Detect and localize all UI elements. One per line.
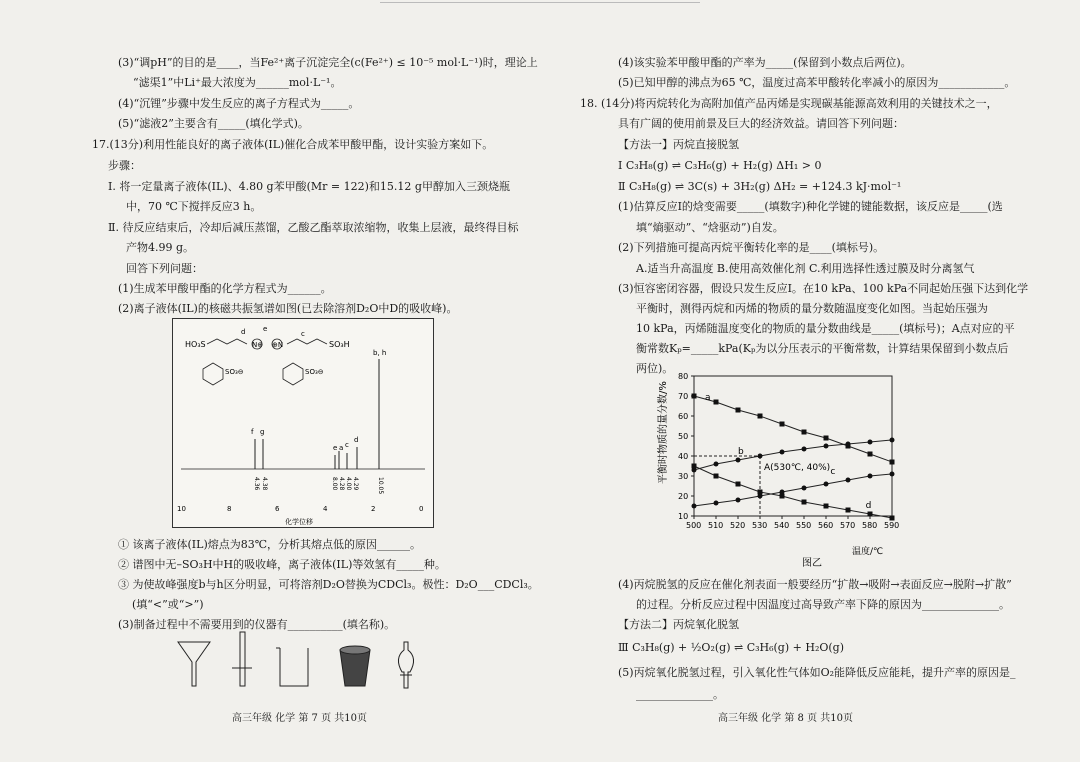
crucible-icon (340, 646, 370, 686)
point-a (890, 460, 895, 465)
peak-label-d: d (354, 436, 359, 444)
n-plus-1: N⊕ (252, 341, 264, 349)
equilibrium-chart (652, 364, 902, 569)
p4-line2: 的过程。分析反应过程中因温度过高导致产率下降的原因为______________。 (636, 598, 1010, 611)
series-line-a (694, 396, 892, 462)
right-page (540, 0, 1080, 762)
point-d (736, 498, 741, 503)
point-b (714, 462, 719, 467)
burette-icon (232, 632, 252, 686)
point-d (846, 478, 851, 483)
equation-2: Ⅱ C₃H₈(g) ⇌ 3C(s) + 3H₂(g) ΔH₂ = +124.3 kJ·mol⁻¹ (618, 180, 902, 193)
integral-6: 4.29 (352, 477, 359, 491)
x-tick-label: 560 (818, 521, 834, 530)
series-label-b: b (738, 447, 744, 457)
benzene-ring-1 (203, 363, 223, 385)
apparatus-row (170, 628, 440, 694)
x-tick-label: 590 (884, 521, 900, 530)
point-d (714, 501, 719, 506)
x-tick-label: 510 (708, 521, 724, 530)
x-tick-label: 530 (752, 521, 768, 530)
y-tick-label: 20 (678, 492, 689, 501)
p1-line2: 填“熵驱动”、“焓驱动”)自发。 (636, 221, 784, 234)
peak-label-g: g (260, 428, 265, 436)
label-d-struct: d (241, 328, 246, 336)
sub-c2: ② 谱图中无–SO₃H中H的吸收峰，离子液体(IL)等效氢有_____种。 (118, 558, 446, 571)
y-tick-label: 30 (678, 472, 689, 481)
sub-q2: (2)离子液体(IL)的核磁共振氢谱如图(已去除溶剂D₂O中D的吸收峰)。 (118, 302, 458, 315)
equation-3: Ⅲ C₃H₈(g) + ½O₂(g) ⇌ C₃H₆(g) + H₂O(g) (618, 641, 844, 654)
peak-label-a: a (339, 444, 344, 452)
point-d (868, 474, 873, 479)
p3-line3: 10 kPa，丙烯随温度变化的物质的量分数曲线是_____(填标号)；A点对应的平 (636, 322, 1015, 335)
struct-right-group: SO₃H (329, 340, 350, 349)
q4-text: (4)“沉锂”步骤中发生反应的离子方程式为_____。 (118, 97, 360, 110)
point-a (824, 436, 829, 441)
q18-line1: 18. (14分)将丙烷转化为高附加值产品丙烯是实现碳基能源高效利用的关键技术之一， (580, 97, 998, 110)
series-label-d: d (865, 501, 872, 511)
left-footer: 高三年级 化学 第 7 页 共10页 (232, 713, 367, 724)
label-c-struct: c (301, 330, 305, 338)
point-a (868, 452, 873, 457)
step1-line1: Ⅰ. 将一定量离子液体(IL)、4.80 g苯甲酸(Mr = 122)和15.12 g甲醇加入三颈烧瓶 (108, 180, 510, 193)
q5-text: (5)“滤液2”主要含有_____(填化学式)。 (118, 117, 309, 130)
y-tick-label: 70 (678, 392, 689, 401)
p1-line1: (1)估算反应Ⅰ的焓变需要_____(填数字)种化学键的键能数据，该反应是_____(选 (618, 200, 1003, 213)
integral-4: 4.28 (338, 477, 345, 491)
point-b (780, 450, 785, 455)
step1-line2: 中，70 ℃下搅拌反应3 h。 (126, 200, 262, 213)
integral-2: 4.38 (261, 477, 268, 491)
point-c (890, 516, 895, 521)
point-a (802, 430, 807, 435)
x-tick-label: 570 (840, 521, 856, 530)
chart-frame (694, 376, 892, 516)
point-b (758, 454, 763, 459)
nmr-tick-0: 0 (419, 505, 424, 513)
anion-1: SO₃⊖ (225, 368, 244, 376)
point-d (780, 490, 785, 495)
sub-c3: ③ 为使故峰强度b与h区分明显，可将溶剂D₂O替换为CDCl₃。极性：D₂O___CDCl₃。 (118, 578, 539, 591)
chart-xlabel: 温度/℃ (852, 547, 884, 557)
point-a (758, 414, 763, 419)
p4-line1: (4)丙烷脱氢的反应在催化剂表面一般要经历“扩散→吸附→表面反应→脱附→扩散” (618, 578, 1012, 591)
sub-q1: (1)生成苯甲酸甲酯的化学方程式为______。 (118, 282, 332, 295)
q17-title: 17.(13分)利用性能良好的离子液体(IL)催化合成苯甲酸甲酯，设计实验方案如下。 (92, 138, 494, 151)
nmr-tick-2: 2 (371, 505, 376, 513)
point-a (736, 408, 741, 413)
y-tick-label: 40 (678, 452, 689, 461)
equation-1: Ⅰ C₃H₈(g) ⇌ C₃H₆(g) + H₂(g) ΔH₁ > 0 (618, 159, 822, 172)
series-label-c: c (830, 467, 836, 477)
point-d (824, 482, 829, 487)
series-label-a: a (705, 393, 711, 403)
peak-label-f: f (251, 428, 254, 436)
point-b (846, 442, 851, 447)
y-tick-label: 50 (678, 432, 689, 441)
x-tick-label: 540 (774, 521, 790, 530)
point-c (868, 512, 873, 517)
anion-2: SO₃⊖ (305, 368, 324, 376)
point-c (846, 508, 851, 513)
y-tick-label: 80 (678, 372, 689, 381)
point-b (868, 440, 873, 445)
point-c (824, 504, 829, 509)
separatory-funnel-icon (398, 642, 413, 688)
struct-left-group: HO₃S (185, 340, 206, 349)
q3-line2: “滤渠1”中Li⁺最大浓度为______mol·L⁻¹。 (133, 76, 342, 89)
peak-label-e: e (333, 444, 338, 452)
chart-annotation-a: A(530℃, 40%) (764, 463, 831, 473)
point-b (802, 447, 807, 452)
nmr-tick-10: 10 (177, 505, 186, 513)
point-d (692, 504, 697, 509)
chart-ylabel: 平衡时物质的量分数/% (658, 381, 669, 484)
point-c (802, 500, 807, 505)
x-tick-label: 550 (796, 521, 812, 530)
integral-5: 4.00 (345, 477, 352, 491)
funnel-icon (178, 642, 210, 686)
step2-line2: 产物4.99 g。 (126, 241, 195, 254)
point-c (736, 482, 741, 487)
p3-line4: 衡常数Kₚ=_____kPa(Kₚ为以分压表示的平衡常数，计算结果保留到小数点后 (636, 342, 1009, 355)
sub-q3: (3)制备过程中不需要用到的仪器有__________(填名称)。 (118, 618, 396, 631)
p3-line5: 两位)。 (636, 362, 674, 375)
peak-label-c: c (345, 441, 349, 449)
point-c (714, 474, 719, 479)
nmr-xlabel: 化学位移 (285, 518, 313, 526)
sub-c3-hint: (填“<”或“>”) (132, 598, 204, 611)
q18-line2: 具有广阔的使用前景及巨大的经济效益。请回答下列问题： (618, 117, 904, 130)
point-b (736, 458, 741, 463)
alkyl-chain-right (287, 339, 327, 344)
point-b (890, 438, 895, 443)
nmr-spectrum (173, 319, 433, 527)
nmr-figure (172, 318, 434, 528)
sub-c1: ① 该离子液体(IL)熔点为83℃，分析其熔点低的原因______。 (118, 538, 422, 551)
point-d (802, 486, 807, 491)
series-line-c (694, 466, 892, 518)
p3-line2: 平衡时，测得丙烷和丙烯的物质的量分数随温度变化如图。当起始压强为 (636, 302, 988, 315)
nmr-tick-6: 6 (275, 505, 280, 513)
nmr-tick-4: 4 (323, 505, 328, 513)
p3-line1: (3)恒容密闭容器，假设只发生反应Ⅰ。在10 kPa、100 kPa不同起始压强下达到化学 (618, 282, 1029, 295)
n-plus-2: ⊕N (272, 341, 284, 349)
point-c (692, 464, 697, 469)
point-b (824, 444, 829, 449)
label-e-struct: e (263, 325, 268, 333)
answer-prompt: 回答下列问题： (126, 262, 203, 275)
integral-3: 8.00 (331, 477, 338, 491)
figure-caption: 图乙 (802, 558, 822, 569)
x-tick-label: 520 (730, 521, 746, 530)
peak-label-bh: b, h (373, 349, 387, 357)
point-a (692, 394, 697, 399)
r4-text: (4)该实验苯甲酸甲酯的产率为_____(保留到小数点后两位)。 (618, 56, 912, 69)
integral-7: 10.05 (377, 477, 384, 495)
p5-line1: (5)丙烷氧化脱氢过程，引入氧化性气体如O₂能降低反应能耗，提升产率的原因是_ (618, 666, 1016, 679)
p2-text: (2)下列措施可提高丙烷平衡转化率的是____(填标号)。 (618, 241, 885, 254)
x-tick-label: 580 (862, 521, 878, 530)
integral-1: 4.36 (253, 477, 260, 491)
nmr-tick-8: 8 (227, 505, 232, 513)
point-d (890, 472, 895, 477)
steps-label: 步骤： (108, 159, 141, 172)
alkyl-chain-left (207, 339, 247, 344)
point-d (758, 494, 763, 499)
y-tick-label: 10 (678, 512, 689, 521)
benzene-ring-2 (283, 363, 303, 385)
beaker-icon (276, 648, 308, 686)
y-tick-label: 60 (678, 412, 689, 421)
method1-title: 【方法一】丙烷直接脱氢 (618, 138, 739, 151)
p2-options: A.适当升高温度 B.使用高效催化剂 C.利用选择性透过膜及时分离氢气 (636, 262, 975, 275)
r5-text: (5)已知甲醇的沸点为65 ℃，温度过高苯甲酸转化率减小的原因为____________。 (618, 76, 1016, 89)
q3-line1: (3)“调pH”的目的是____，当Fe²⁺离子沉淀完全(c(Fe²⁺) ≤ 10⁻⁵ mol·L⁻¹)时，理论上 (118, 56, 538, 69)
x-tick-label: 500 (686, 521, 702, 530)
right-footer: 高三年级 化学 第 8 页 共10页 (718, 713, 853, 724)
method2-title: 【方法二】丙烷氧化脱氢 (618, 618, 739, 631)
point-a (714, 400, 719, 405)
p5-line2: ______________。 (636, 688, 724, 701)
step2-line1: Ⅱ. 待反应结束后，冷却后减压蒸馏，乙酸乙酯萃取浓缩物，收集上层液，最终得目标 (108, 221, 519, 234)
point-a (780, 422, 785, 427)
